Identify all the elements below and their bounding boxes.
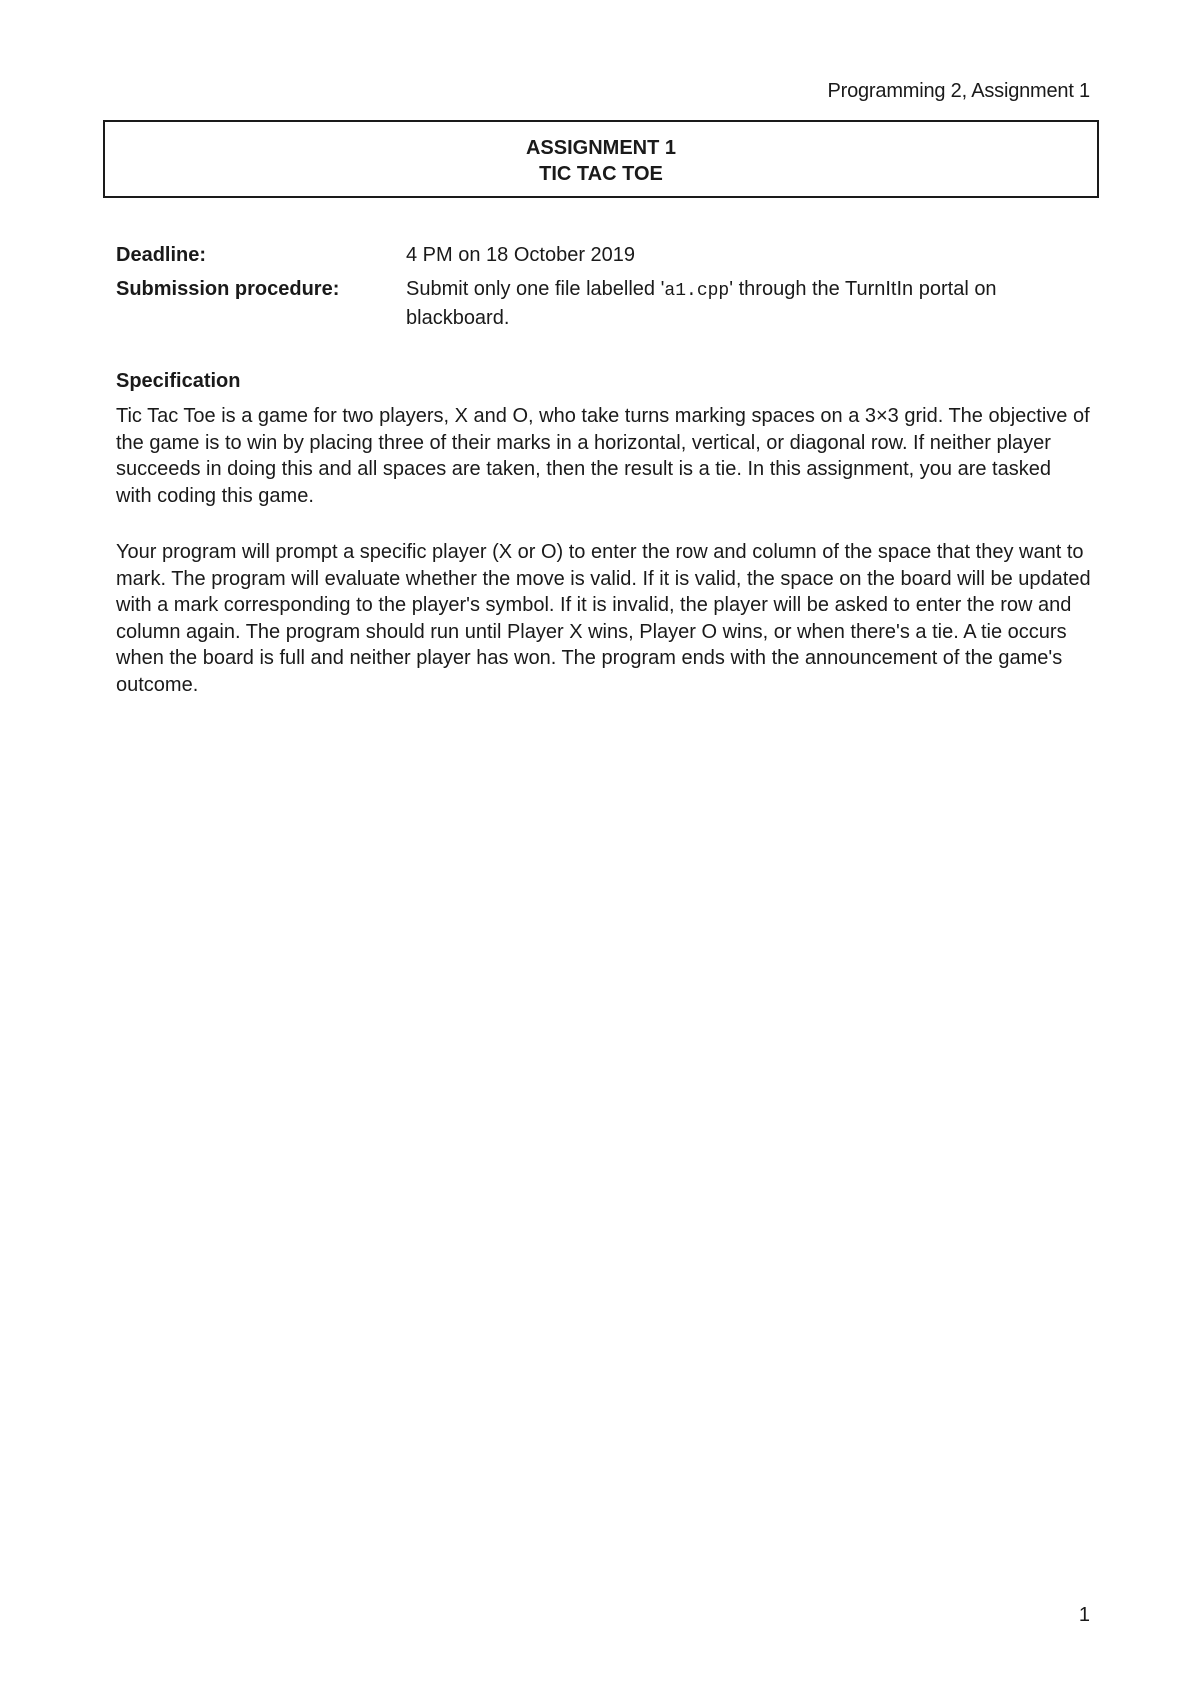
title-box <box>103 120 1099 198</box>
deadline-row <box>116 242 1096 269</box>
submission-value <box>406 276 1096 332</box>
deadline-value: 4 PM on 18 October 2019 <box>406 244 636 266</box>
specification-paragraph-1: Tic Tac Toe is a game for two players, X and O, who take turns marking spaces on a 3×3 grid. The objective of the game is to win by placing three of their marks in a horizontal, vertical, or diagonal row. If neither player succeeds in doing this and all spaces are taken, then the result is a tie. In this assignment, you are tasked with coding this game. <box>116 405 1090 507</box>
specification-section <box>116 368 1091 728</box>
assignment-meta <box>116 242 1096 339</box>
specification-paragraph-2: Your program will prompt a specific player (X or O) to enter the row and column of the space that they want to mark. The program will evaluate whether the move is valid. If it is valid, the space on the board will be updated with a mark corresponding to the player's symbol. If it is invalid, the player will be asked to enter the row and column again. The program should run until Player X wins, Player O wins, or when there's a tie. A tie occurs when the board is full and neither player has won. The program ends with the announcement of the game's outcome. <box>116 541 1091 696</box>
submission-text-after: ' through the TurnItIn portal on blackboard. <box>406 278 997 329</box>
assignment-title: TIC TAC TOE <box>539 163 663 185</box>
submission-label: Submission procedure: <box>116 278 340 300</box>
submission-filename: a1.cpp <box>664 281 730 301</box>
specification-heading: Specification <box>116 370 241 392</box>
submission-text-before: Submit only one file labelled ' <box>406 278 665 300</box>
assignment-number: ASSIGNMENT 1 <box>525 137 677 159</box>
running-header: Programming 2, Assignment 1 <box>827 80 1090 102</box>
page-number: 1 <box>1078 1604 1090 1626</box>
deadline-label: Deadline: <box>116 244 207 266</box>
submission-row <box>116 276 1096 332</box>
